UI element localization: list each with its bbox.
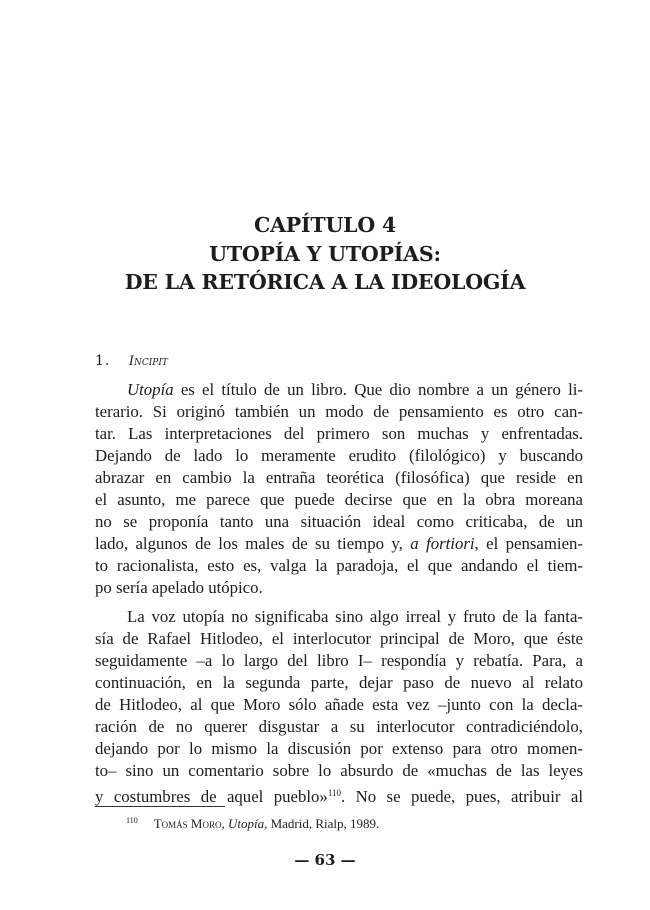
footnote-divider	[95, 806, 225, 807]
text-line: ración de no querer disgustar a su interlocutor contradiciéndolo,	[95, 717, 583, 736]
footnote: $^{110}$ Tomás Moro, Utopía, Madrid, Rialp, 1989.	[126, 816, 380, 831]
text-line: de Hitlodeo, al que Moro sólo añade esta vez –junto con la decla-	[95, 695, 583, 714]
book-title: Utopía	[127, 380, 174, 399]
paragraph	[95, 606, 583, 808]
chapter-subtitle: DE LA RETÓRICA A LA IDEOLOGÍA	[124, 270, 526, 294]
text-line: el asunto, me parece que puede decirse que en la obra moreana	[95, 490, 583, 509]
chapter-title: UTOPÍA Y UTOPÍAS:	[209, 241, 441, 266]
footnote-reference[interactable]: 110	[327, 788, 341, 798]
text-line: continuación, en la segunda parte, dejar paso de nuevo al relato	[95, 673, 583, 692]
chapter-heading	[0, 211, 650, 297]
text-line: Utopía es el título de un libro. Que dio nombre a un género li-	[127, 380, 583, 399]
section-heading	[95, 352, 168, 371]
text-line: tar. Las interpretaciones del primero son muchas y enfrentadas.	[95, 424, 583, 443]
text-line: lado, algunos de los males de su tiempo y, a fortiori, el pensamien-	[95, 534, 583, 553]
section-number: 1.	[95, 353, 111, 369]
footnote-author: Tomás Moro	[153, 816, 222, 831]
chapter-number: CAPÍTULO 4	[253, 213, 397, 237]
body-text	[95, 379, 583, 808]
text-line: to– sino un comentario sobre lo absurdo de «muchas de las leyes	[95, 761, 583, 780]
text-line: dejando por lo mismo la discusión por extenso para otro momen-	[95, 739, 583, 758]
text-line: abrazar en cambio la entraña teorética (filosófica) que reside en	[95, 468, 583, 487]
text-line: to racionalista, esto es, valga la paradoja, el que andando el tiem-	[95, 556, 583, 575]
text-line: sía de Rafael Hitlodeo, el interlocutor principal de Moro, que éste	[95, 629, 583, 648]
footnote-number: 110	[126, 816, 138, 825]
section-title: Incipit	[128, 354, 168, 369]
latin-phrase: a fortiori	[410, 534, 475, 553]
text-line: y costumbres de aquel pueblo»$^{110}$. No se puede, pues, atribuir al	[95, 787, 583, 806]
text-line: terario. Si originó también un modo de pensamiento es otro can-	[95, 402, 583, 421]
text-line: no se proponía tanto una situación ideal como criticaba, de un	[95, 512, 583, 531]
text-line: La voz utopía no significaba sino algo irreal y fruto de la fanta-	[127, 607, 583, 626]
text-line: po sería apelado utópico.	[95, 578, 263, 597]
paragraph	[95, 379, 583, 599]
text-line: Dejando de lado lo meramente erudito (filológico) y buscando	[95, 446, 583, 465]
footnote-work-title: Utopía	[227, 816, 265, 831]
page-number: — 63 —	[294, 851, 356, 869]
text-line: seguidamente –a lo largo del libro I– respondía y rebatía. Para, a	[95, 651, 583, 670]
